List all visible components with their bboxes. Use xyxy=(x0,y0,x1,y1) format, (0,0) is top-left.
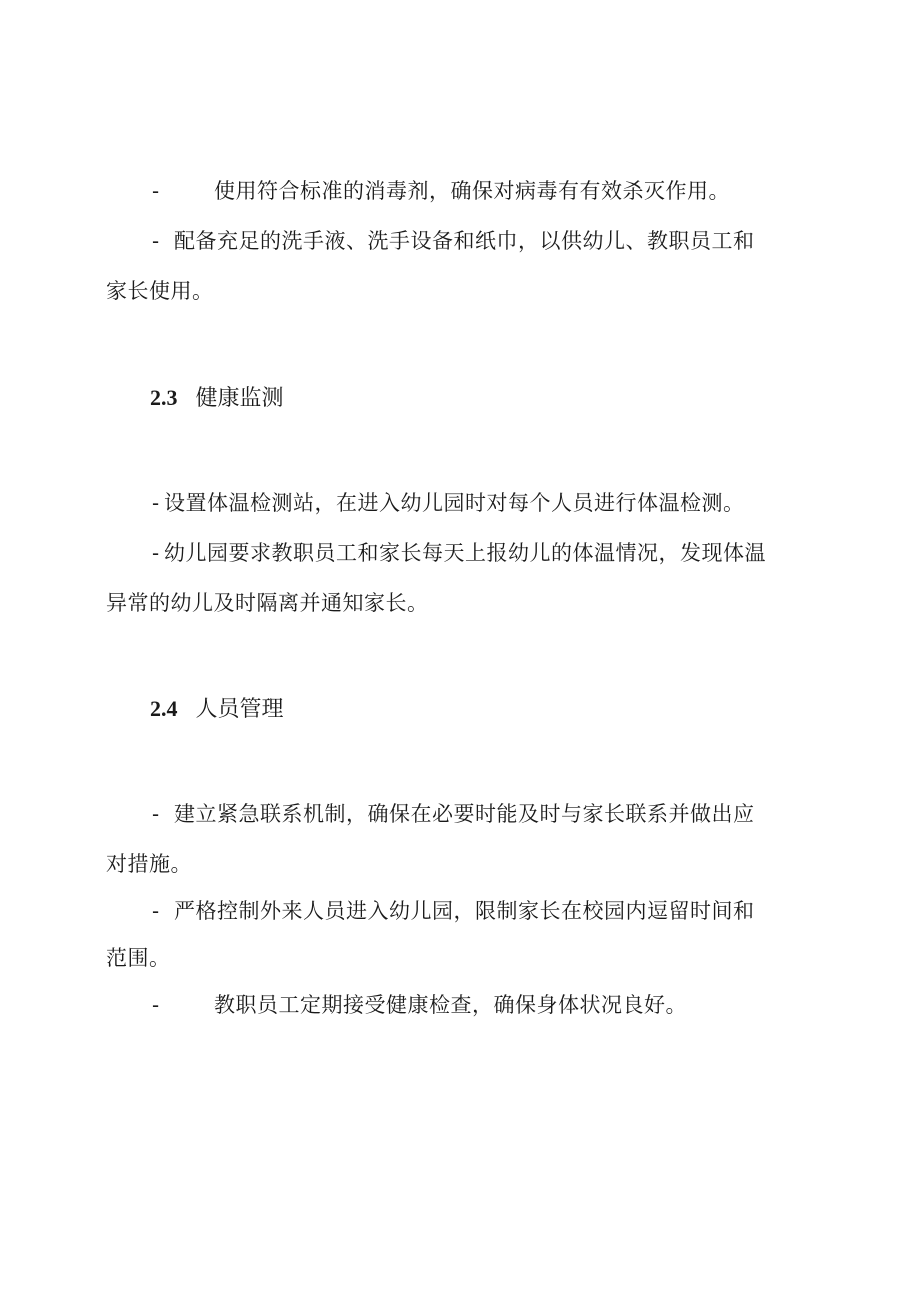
paragraph-line: 设置体温检测站，在进入幼儿园时对每个人员进行体温检测。 xyxy=(164,491,745,515)
paragraph-line: 严格控制外来人员进入幼儿园，限制家长在校园内逗留时间和 xyxy=(174,899,755,923)
paragraph-line: 配备充足的洗手液、洗手设备和纸巾，以供幼儿、教职员工和 xyxy=(174,229,755,253)
bullet-dash: - xyxy=(152,899,160,923)
section-heading xyxy=(150,694,284,725)
bullet-dash: - xyxy=(152,993,160,1017)
bullet-dash: - xyxy=(152,802,160,826)
paragraph-line: 教职员工定期接受健康检查，确保身体状况良好。 xyxy=(214,993,687,1017)
paragraph-line: 范围。 xyxy=(106,946,171,970)
paragraph-line: 幼儿园要求教职员工和家长每天上报幼儿的体温情况，发现体温 xyxy=(164,541,766,565)
section-number: 2.3 xyxy=(150,385,178,410)
bullet-dash: - xyxy=(152,229,160,253)
section-title: 人员管理 xyxy=(195,697,284,722)
bullet-dash: - xyxy=(152,491,160,515)
paragraph-line: 使用符合标准的消毒剂，确保对病毒有有效杀灭作用。 xyxy=(214,179,730,203)
bullet-dash: - xyxy=(152,541,160,565)
paragraph-line: 异常的幼儿及时隔离并通知家长。 xyxy=(106,591,429,615)
bullet-dash: - xyxy=(152,179,160,203)
section-heading xyxy=(150,383,284,414)
paragraph-line: 建立紧急联系机制，确保在必要时能及时与家长联系并做出应 xyxy=(174,802,755,826)
section-number: 2.4 xyxy=(150,696,178,721)
paragraph-line: 对措施。 xyxy=(106,852,192,876)
paragraph-line: 家长使用。 xyxy=(106,279,214,303)
section-title: 健康监测 xyxy=(195,386,284,411)
